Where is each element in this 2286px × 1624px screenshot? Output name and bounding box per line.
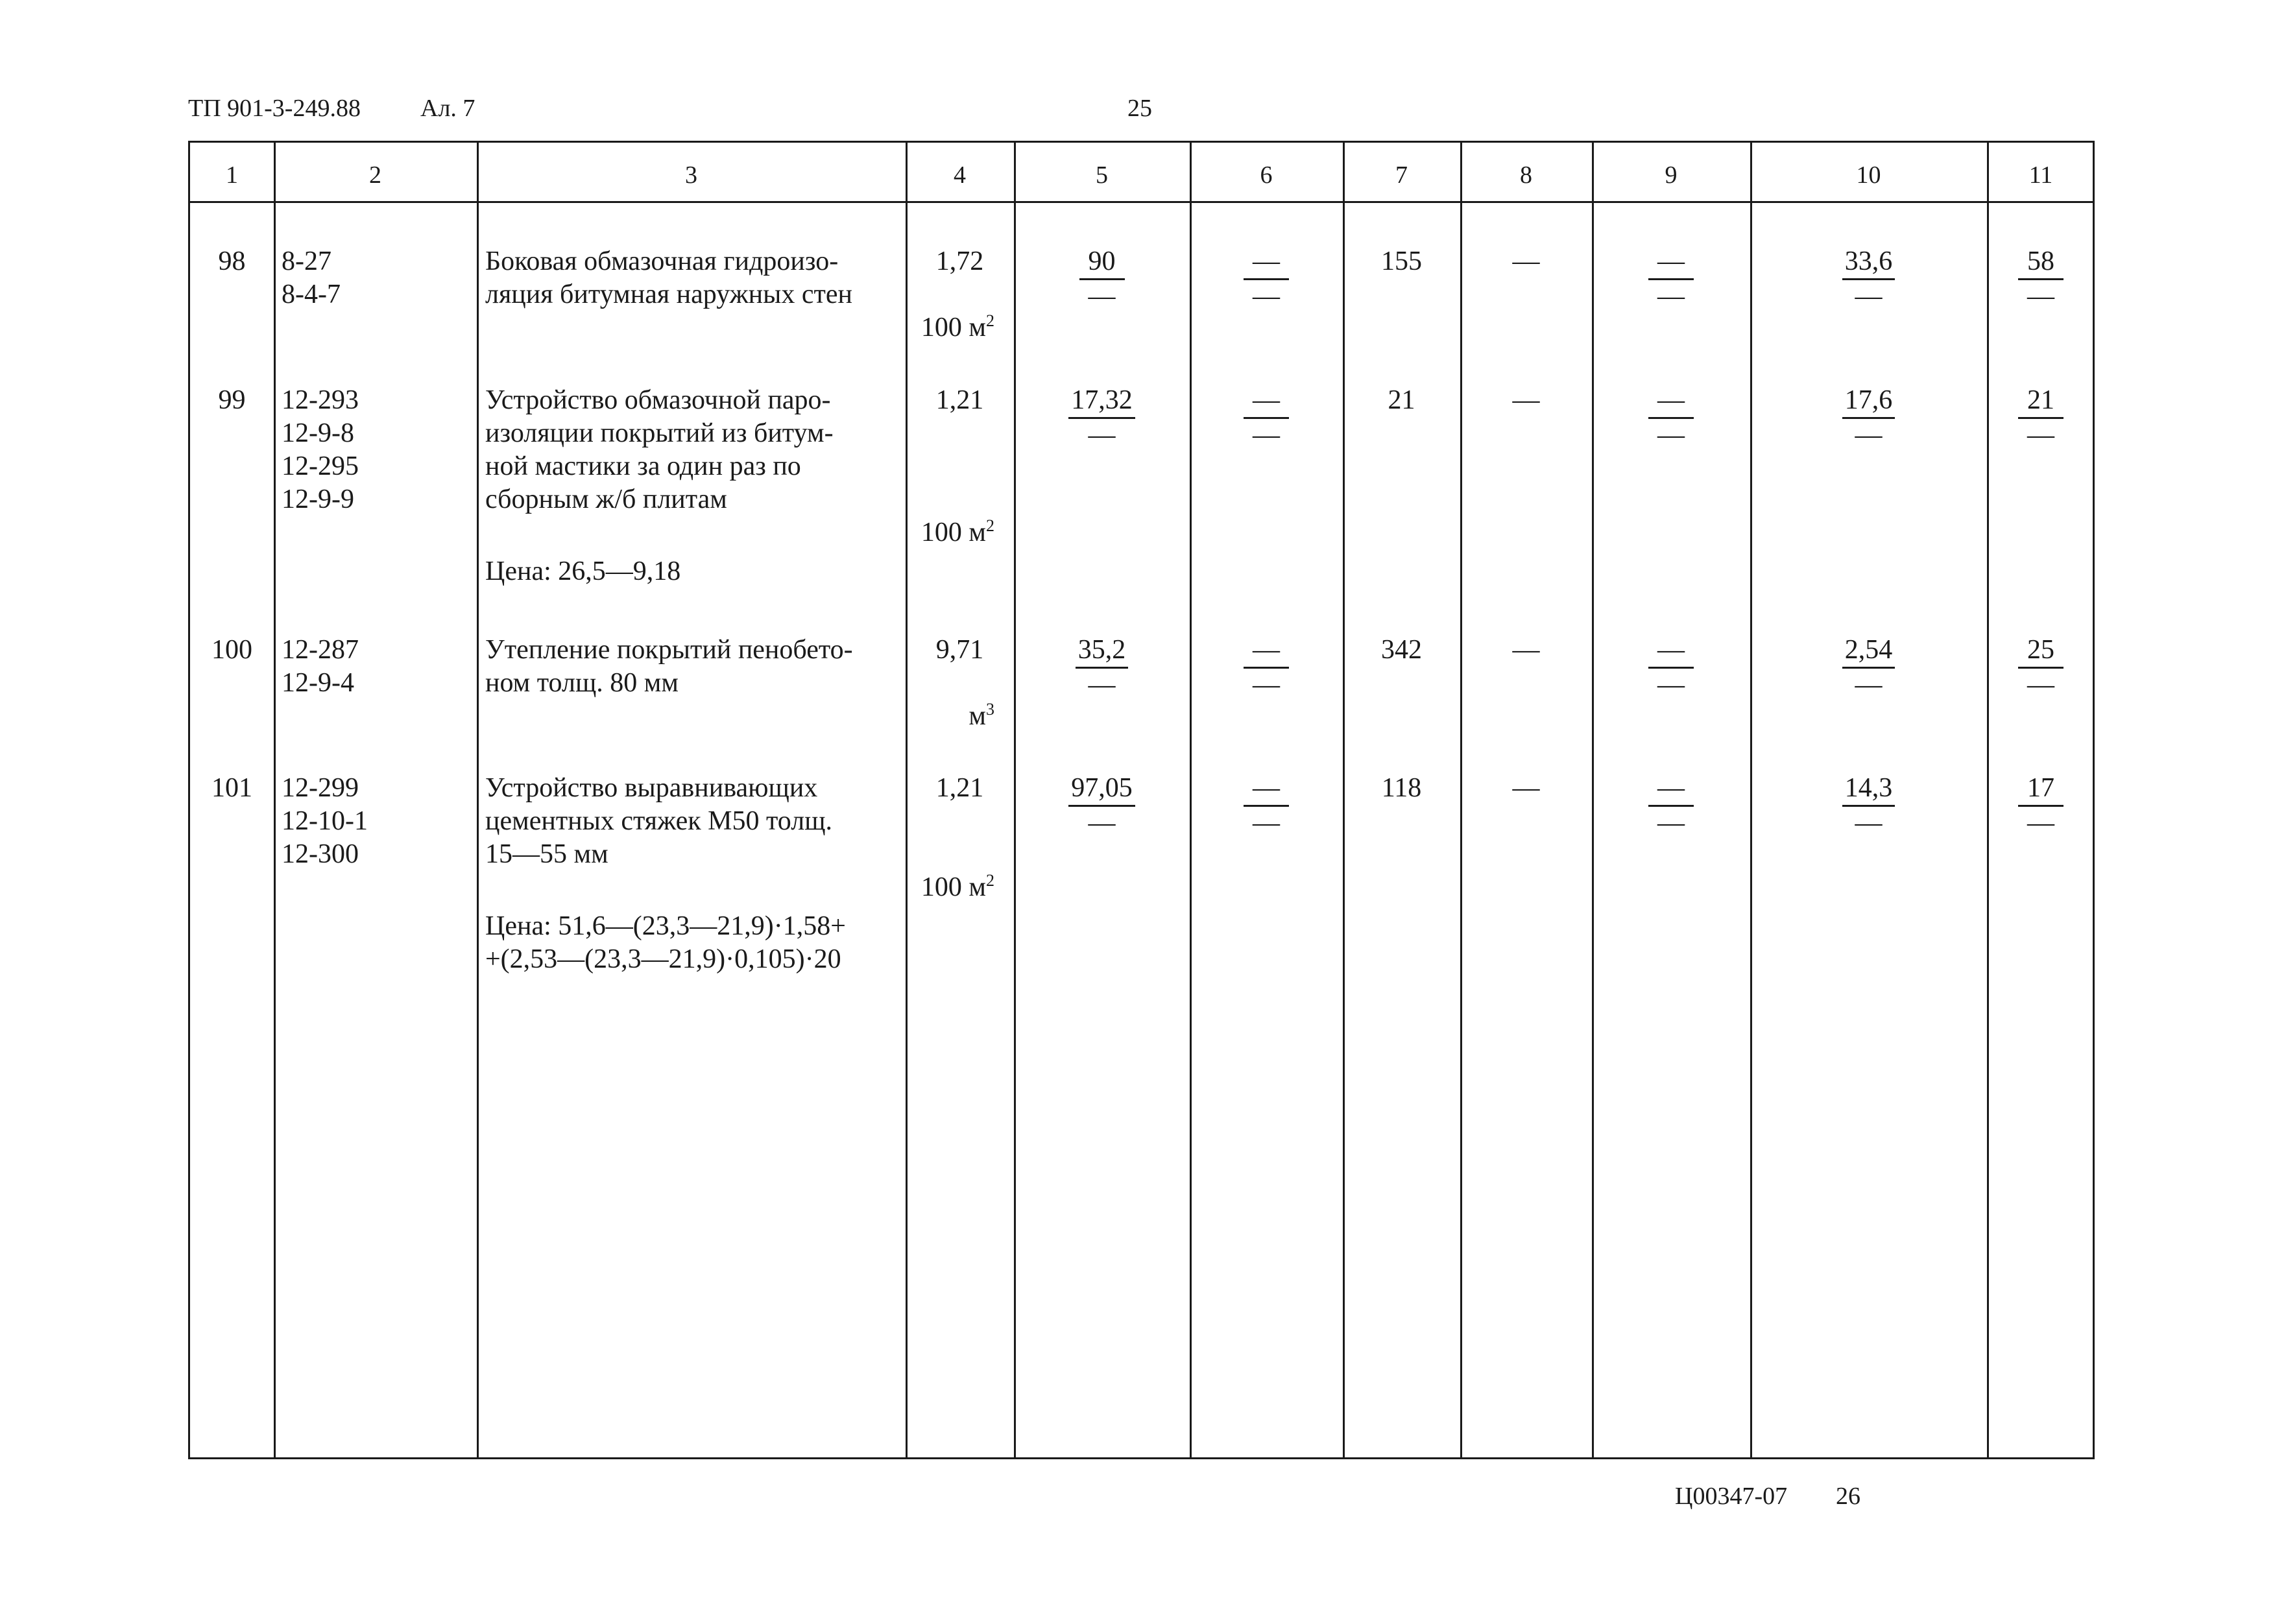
row-col10-fraction: [1842, 772, 1895, 840]
row-col10-fraction: [1842, 634, 1895, 702]
row-col10-fraction-denominator: —: [1855, 281, 1883, 311]
row-col7-value: 118: [1381, 773, 1422, 803]
description-line: Утепление покрытий пенобето-: [485, 635, 853, 665]
row-col10-fraction: [1842, 245, 1895, 313]
row-col11-fraction-numerator: 58: [2018, 245, 2063, 280]
unit-exponent: 2: [986, 871, 994, 890]
row-col8-value: —: [1512, 773, 1540, 803]
header-page-number: 25: [1127, 95, 1152, 122]
row-col6-fraction: [1244, 634, 1289, 702]
row-col10-fraction-denominator: —: [1855, 420, 1883, 450]
row-description: [485, 245, 896, 311]
footer-doc-code: Ц00347-07: [1675, 1483, 1788, 1510]
row-col6-fraction-denominator: —: [1253, 420, 1280, 450]
row-code: 12-9-9: [282, 484, 354, 514]
row-col6-fraction: [1244, 772, 1289, 840]
row-quantity: 9,71: [935, 635, 984, 665]
row-code: 12-9-8: [282, 418, 354, 448]
row-col11-fraction: [2018, 634, 2063, 702]
row-col5-fraction-numerator: 35,2: [1076, 634, 1129, 669]
description-line: ляция битумная наружных стен: [485, 280, 852, 309]
unit-exponent: 2: [986, 516, 994, 535]
unit-exponent: 2: [986, 311, 994, 330]
row-code: 12-299: [282, 773, 359, 803]
spec-table: [188, 141, 2095, 1459]
row-unit: 100 $м^2$: [920, 516, 994, 547]
row-col11-fraction-denominator: —: [2027, 281, 2054, 311]
row-quantity: 1,21: [935, 385, 984, 415]
row-col5-fraction-denominator: —: [1088, 281, 1116, 311]
row-price-formula: Цена: 51,6—(23,3—21,9)·1,58+: [485, 911, 846, 941]
column-number-8: 8: [1520, 161, 1532, 189]
column-divider: [274, 143, 276, 1457]
row-col11-fraction-denominator: —: [2027, 670, 2054, 700]
row-unit: 100 $м^2$: [920, 311, 994, 342]
row-number: 99: [218, 385, 246, 415]
row-col9-fraction-numerator: —: [1648, 772, 1694, 807]
column-number-5: 5: [1096, 161, 1108, 189]
row-col10-fraction-numerator: 14,3: [1842, 772, 1895, 807]
description-line: изоляции покрытий из битум-: [485, 418, 834, 448]
row-description: [485, 772, 896, 871]
row-col5-fraction: [1068, 772, 1135, 840]
description-line: 15—55 мм: [485, 839, 608, 869]
row-col11-fraction: [2018, 772, 2063, 840]
row-quantity: 1,72: [935, 246, 984, 276]
row-col9-fraction: [1648, 384, 1694, 452]
row-col6-fraction-denominator: —: [1253, 808, 1280, 838]
column-number-6: 6: [1260, 161, 1273, 189]
column-number-7: 7: [1395, 161, 1408, 189]
row-col5-fraction-numerator: 17,32: [1068, 384, 1135, 419]
column-divider: [1014, 143, 1016, 1457]
row-col9-fraction-numerator: —: [1648, 634, 1694, 669]
row-col5-fraction-numerator: 97,05: [1068, 772, 1135, 807]
row-col11-fraction: [2018, 245, 2063, 313]
row-code: 12-9-4: [282, 668, 354, 698]
row-col5-fraction-denominator: —: [1088, 670, 1116, 700]
row-price-formula: +(2,53—(23,3—21,9)·0,105)·20: [485, 944, 841, 974]
row-number: 98: [218, 246, 246, 276]
row-col5-fraction: [1068, 384, 1135, 452]
footer-page-number: 26: [1836, 1483, 1860, 1510]
row-code: 12-10-1: [282, 806, 368, 836]
column-number-10: 10: [1856, 161, 1881, 189]
row-col11-fraction-denominator: —: [2027, 808, 2054, 838]
column-divider: [1190, 143, 1192, 1457]
row-quantity: 1,21: [935, 773, 984, 803]
row-col10-fraction-numerator: 17,6: [1842, 384, 1895, 419]
column-number-2: 2: [369, 161, 381, 189]
row-col9-fraction-denominator: —: [1657, 281, 1685, 311]
description-line: Устройство обмазочной паро-: [485, 385, 831, 415]
row-col11-fraction-numerator: 25: [2018, 634, 2063, 669]
column-number-1: 1: [226, 161, 238, 189]
row-col10-fraction-numerator: 2,54: [1842, 634, 1895, 669]
row-col5-fraction-denominator: —: [1088, 808, 1116, 838]
row-col9-fraction-denominator: —: [1657, 670, 1685, 700]
row-col9-fraction-numerator: —: [1648, 384, 1694, 419]
row-number: 101: [211, 773, 252, 803]
row-col11-fraction: [2018, 384, 2063, 452]
header-album: Ал. 7: [420, 95, 475, 122]
row-col8-value: —: [1512, 246, 1540, 276]
row-col6-fraction-denominator: —: [1253, 670, 1280, 700]
row-number: 100: [211, 635, 252, 665]
row-col7-value: 342: [1381, 635, 1422, 665]
column-number-9: 9: [1665, 161, 1678, 189]
column-divider: [1592, 143, 1594, 1457]
row-col5-fraction: [1079, 245, 1125, 313]
row-unit: $м^3$: [969, 700, 994, 731]
row-col6-fraction: [1244, 245, 1289, 313]
description-line: Боковая обмазочная гидроизо-: [485, 246, 839, 276]
description-line: сборным ж/б плитам: [485, 484, 727, 514]
row-col6-fraction-numerator: —: [1244, 384, 1289, 419]
row-col8-value: —: [1512, 635, 1540, 665]
column-number-11: 11: [2028, 161, 2053, 189]
row-col9-fraction-denominator: —: [1657, 420, 1685, 450]
row-col6-fraction-numerator: —: [1244, 245, 1289, 280]
description-line: ной мастики за один раз по: [485, 451, 801, 481]
header-row-divider: [190, 201, 2093, 203]
unit-exponent: 3: [986, 700, 994, 719]
description-line: ном толщ. 80 мм: [485, 668, 679, 698]
row-description: [485, 384, 896, 516]
row-col9-fraction-numerator: —: [1648, 245, 1694, 280]
row-col9-fraction: [1648, 772, 1694, 840]
row-col10-fraction-denominator: —: [1855, 808, 1883, 838]
column-number-4: 4: [954, 161, 966, 189]
row-col6-fraction: [1244, 384, 1289, 452]
column-divider: [477, 143, 479, 1457]
row-code: 12-300: [282, 839, 359, 869]
row-col10-fraction: [1842, 384, 1895, 452]
row-col9-fraction: [1648, 245, 1694, 313]
row-col11-fraction-numerator: 17: [2018, 772, 2063, 807]
row-unit: 100 $м^2$: [920, 871, 994, 902]
row-code: 8-4-7: [282, 280, 341, 309]
row-col6-fraction-denominator: —: [1253, 281, 1280, 311]
row-col8-value: —: [1512, 385, 1540, 415]
row-col7-value: 21: [1388, 385, 1415, 415]
row-col6-fraction-numerator: —: [1244, 634, 1289, 669]
row-description: [485, 634, 896, 700]
row-col7-value: 155: [1381, 246, 1422, 276]
row-code: 12-295: [282, 451, 359, 481]
column-divider: [1750, 143, 1752, 1457]
row-col5-fraction: [1076, 634, 1129, 702]
row-code: 12-287: [282, 635, 359, 665]
column-number-3: 3: [685, 161, 697, 189]
description-line: цементных стяжек М50 толщ.: [485, 806, 833, 836]
row-col5-fraction-denominator: —: [1088, 420, 1116, 450]
row-col6-fraction-numerator: —: [1244, 772, 1289, 807]
row-code: 8-27: [282, 246, 331, 276]
column-divider: [1987, 143, 1989, 1457]
row-price-formula: Цена: 26,5—9,18: [485, 556, 681, 586]
row-col11-fraction-numerator: 21: [2018, 384, 2063, 419]
row-col5-fraction-numerator: 90: [1079, 245, 1125, 280]
description-line: Устройство выравнивающих: [485, 773, 818, 803]
row-col11-fraction-denominator: —: [2027, 420, 2054, 450]
row-col10-fraction-numerator: 33,6: [1842, 245, 1895, 280]
row-col9-fraction: [1648, 634, 1694, 702]
header-doc-code: ТП 901-3-249.88: [188, 95, 361, 122]
row-code: 12-293: [282, 385, 359, 415]
row-col9-fraction-denominator: —: [1657, 808, 1685, 838]
row-col10-fraction-denominator: —: [1855, 670, 1883, 700]
